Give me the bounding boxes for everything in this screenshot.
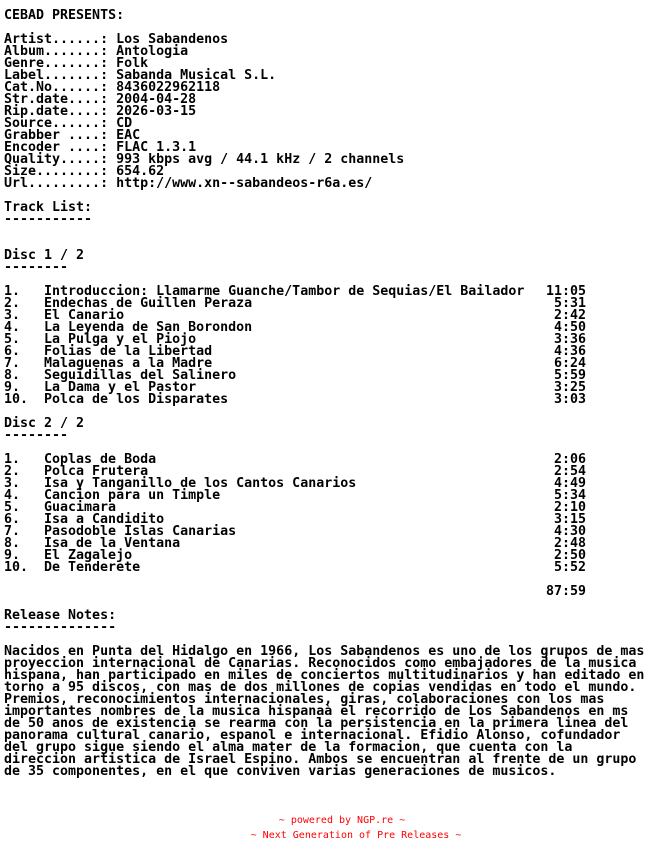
info-value: EAC	[116, 128, 141, 143]
info-value: 654.62	[116, 164, 165, 179]
track-number: 6.	[4, 512, 21, 527]
info-label: Album.......:	[4, 44, 109, 59]
track-title: Pasodoble Islas Canarias	[44, 524, 237, 539]
track-number: 4.	[4, 320, 21, 335]
track-time: 3:15	[553, 512, 586, 527]
track-time: 2:06	[553, 452, 586, 467]
notes-line: torno a 95 discos, con mas de dos millones de copias vendidas en todo el mundo.	[4, 680, 637, 695]
track-number: 10.	[4, 560, 29, 575]
info-value: 8436022962118	[116, 80, 221, 95]
disc-heading: Disc 1 / 2	[4, 248, 85, 263]
release-info-list	[4, 34, 656, 190]
track-title: Polca Frutera	[44, 464, 149, 479]
release-notes-body	[4, 646, 656, 778]
track-row	[4, 562, 586, 574]
track-time: 3:25	[553, 380, 586, 395]
track-title: La Leyenda de San Borondon	[44, 320, 253, 335]
track-title: Introduccion: Llamarme Guanche/Tambor de Sequias/El Bailador	[44, 284, 525, 299]
info-label: Artist......:	[4, 32, 109, 47]
track-title: Coplas de Boda	[44, 452, 157, 467]
track-title: Malaguenas a la Madre	[44, 356, 213, 371]
track-number: 1.	[4, 284, 21, 299]
track-number: 7.	[4, 524, 21, 539]
track-time: 4:49	[553, 476, 586, 491]
notes-line: importantes nombres de la musica hispanaà el recorrido de Los Sabandenos en ms	[4, 704, 629, 719]
track-number: 5.	[4, 332, 21, 347]
disc-heading-underline: --------	[4, 428, 69, 443]
track-time: 5:31	[553, 296, 586, 311]
track-number: 8.	[4, 536, 21, 551]
tracklist-section-head	[4, 202, 656, 226]
info-value: http://www.xn--sabandeos-r6a.es/	[116, 176, 373, 191]
info-label: Size........:	[4, 164, 109, 179]
release-notes-head	[4, 610, 656, 634]
track-time: 3:03	[553, 392, 586, 407]
info-label: Rip.date....:	[4, 104, 109, 119]
notes-line: hispana, han participado en miles de conciertos multitudinarios y han editado en	[4, 668, 645, 683]
info-label: Grabber ....:	[4, 128, 109, 143]
info-label: Encoder ....:	[4, 140, 109, 155]
info-value: CD	[116, 116, 133, 131]
track-time: 6:24	[553, 356, 586, 371]
info-value: FLAC 1.3.1	[116, 140, 197, 155]
info-label: Label.......:	[4, 68, 109, 83]
track-row	[4, 394, 586, 406]
track-title: Isa de la Ventana	[44, 536, 181, 551]
tracklist-heading-underline: -----------	[4, 212, 93, 227]
info-row	[4, 178, 656, 190]
track-number: 2.	[4, 464, 21, 479]
track-title: Isa y Tanganillo de los Cantos Canarios	[44, 476, 357, 491]
notes-line: Nacidos en Punta del Hidalgo en 1966, Los Sabandenos es uno de los grupos de mas	[4, 644, 645, 659]
track-title: La Dama y el Pastor	[44, 380, 197, 395]
track-title: Guacimara	[44, 500, 117, 515]
info-value: 993 kbps avg / 44.1 kHz / 2 channels	[116, 152, 405, 167]
track-number: 5.	[4, 500, 21, 515]
notes-line: de 35 componentes, en el que conviven varias generaciones de musicos.	[4, 764, 557, 779]
info-value: Sabanda Musical S.L.	[116, 68, 277, 83]
info-label: Genre.......:	[4, 56, 109, 71]
notes-line: de 50 anos de existencia se rearma con la persistencia en la primera linea del	[4, 716, 629, 731]
track-time: 5:59	[553, 368, 586, 383]
track-title: Seguidillas del Salinero	[44, 368, 237, 383]
info-label: Source......:	[4, 116, 109, 131]
tracklist-heading: Track List:	[4, 200, 93, 215]
footer	[0, 813, 656, 843]
disc-section	[4, 418, 656, 574]
track-time: 11:05	[545, 284, 586, 299]
track-title: Endechas de Guillen Peraza	[44, 296, 253, 311]
info-label: Cat.No......:	[4, 80, 109, 95]
footer-powered-line: ~ powered by NGP.re ~	[278, 815, 406, 826]
track-number: 1.	[4, 452, 21, 467]
disc-track-list	[4, 286, 656, 406]
track-time: 2:54	[553, 464, 586, 479]
disc-heading-underline: --------	[4, 260, 69, 275]
notes-line: Premios, reconocimientos internacionales, giras, colaboraciones con los mas	[4, 692, 605, 707]
track-title: Polca de los Disparates	[44, 392, 229, 407]
track-time: 2:48	[553, 536, 586, 551]
info-value: Folk	[116, 56, 149, 71]
info-label: Url.........:	[4, 176, 109, 191]
track-time: 4:36	[553, 344, 586, 359]
track-title: La Pulga y el Piojo	[44, 332, 197, 347]
footer-ngp-line: ~ Next Generation of Pre Releases ~	[250, 830, 462, 841]
discs-container	[4, 250, 656, 574]
track-time: 2:50	[553, 548, 586, 563]
info-value: 2026-03-15	[116, 104, 197, 119]
track-title: El Zagalejo	[44, 548, 133, 563]
track-title: De Tenderete	[44, 560, 141, 575]
track-time: 4:50	[553, 320, 586, 335]
notes-line: proyeccion internacional de Canarias. Reconocidos como embajadores de la musica	[4, 656, 637, 671]
release-notes-heading: Release Notes:	[4, 608, 117, 623]
track-number: 2.	[4, 296, 21, 311]
track-time: 3:36	[553, 332, 586, 347]
info-value: 2004-04-28	[116, 92, 197, 107]
info-value: Los Sabandenos	[116, 32, 229, 47]
track-time: 5:52	[553, 560, 586, 575]
track-number: 3.	[4, 476, 21, 491]
track-number: 7.	[4, 356, 21, 371]
info-label: Str.date....:	[4, 92, 109, 107]
notes-line: del grupo sigue siendo el alma mater de la formacion, que cuenta con la	[4, 740, 573, 755]
track-number: 4.	[4, 488, 21, 503]
track-number: 8.	[4, 368, 21, 383]
track-number: 9.	[4, 548, 21, 563]
notes-line: panorama cultural canario, espanol e internacional. Efidio Alonso, cofundador	[4, 728, 621, 743]
track-time: 5:34	[553, 488, 586, 503]
track-number: 9.	[4, 380, 21, 395]
total-time: 87:59	[545, 584, 586, 599]
disc-track-list	[4, 454, 656, 574]
track-title: Folias de la Libertad	[44, 344, 213, 359]
release-notes-underline: --------------	[4, 620, 117, 635]
disc-heading: Disc 2 / 2	[4, 416, 85, 431]
track-title: Isa a Candidito	[44, 512, 165, 527]
release-banner: CEBAD PRESENTS:	[4, 8, 125, 23]
track-number: 3.	[4, 308, 21, 323]
info-label: Quality.....:	[4, 152, 109, 167]
track-time: 4:30	[553, 524, 586, 539]
track-title: Cancion para un Timple	[44, 488, 221, 503]
info-value: Antologia	[116, 44, 189, 59]
track-time: 2:10	[553, 500, 586, 515]
disc-section	[4, 250, 656, 406]
notes-line: direccion artistica de Israel Espino. Ambos se encuentran al frente de un grupo	[4, 752, 637, 767]
track-number: 10.	[4, 392, 29, 407]
track-time: 2:42	[553, 308, 586, 323]
track-title: El Canario	[44, 308, 125, 323]
track-number: 6.	[4, 344, 21, 359]
